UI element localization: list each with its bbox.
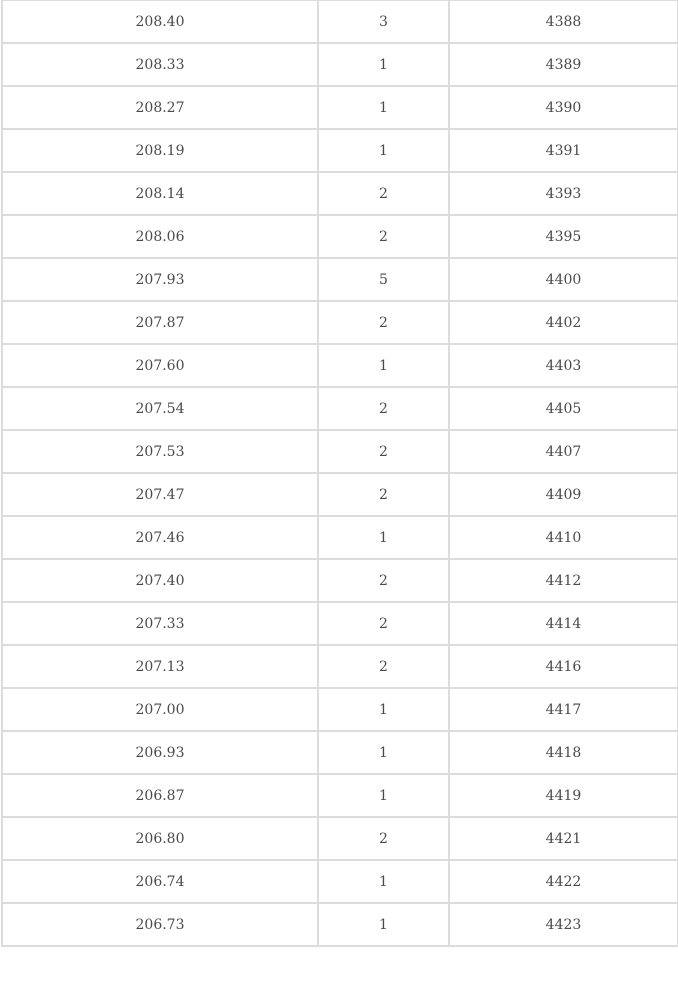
rank-cell: 4391 (449, 129, 678, 172)
table-row (2, 602, 678, 645)
rank-cell: 4393 (449, 172, 678, 215)
table-row (2, 0, 678, 43)
score-cell: 206.73 (2, 903, 318, 946)
rank-cell: 4418 (449, 731, 678, 774)
score-cell: 207.46 (2, 516, 318, 559)
rank-cell: 4409 (449, 473, 678, 516)
table-row (2, 817, 678, 860)
score-cell: 206.93 (2, 731, 318, 774)
count-cell: 2 (318, 602, 449, 645)
score-cell: 207.13 (2, 645, 318, 688)
rank-cell: 4402 (449, 301, 678, 344)
count-cell: 1 (318, 860, 449, 903)
score-cell: 206.87 (2, 774, 318, 817)
rank-cell: 4390 (449, 86, 678, 129)
count-cell: 1 (318, 688, 449, 731)
table-row (2, 731, 678, 774)
rank-cell: 4422 (449, 860, 678, 903)
count-cell: 1 (318, 129, 449, 172)
table-row (2, 903, 678, 946)
score-cell: 207.40 (2, 559, 318, 602)
rank-cell: 4423 (449, 903, 678, 946)
score-cell: 207.54 (2, 387, 318, 430)
table-row (2, 430, 678, 473)
score-cell: 208.27 (2, 86, 318, 129)
rank-cell: 4412 (449, 559, 678, 602)
table-row (2, 559, 678, 602)
table-row (2, 688, 678, 731)
rank-cell: 4410 (449, 516, 678, 559)
table-row (2, 43, 678, 86)
score-cell: 207.93 (2, 258, 318, 301)
table-row (2, 172, 678, 215)
score-cell: 207.47 (2, 473, 318, 516)
table-row (2, 344, 678, 387)
count-cell: 1 (318, 903, 449, 946)
rank-cell: 4417 (449, 688, 678, 731)
count-cell: 2 (318, 430, 449, 473)
rank-cell: 4388 (449, 0, 678, 43)
count-cell: 2 (318, 301, 449, 344)
score-cell: 208.33 (2, 43, 318, 86)
score-cell: 207.60 (2, 344, 318, 387)
count-cell: 1 (318, 86, 449, 129)
table-row (2, 129, 678, 172)
table-row (2, 258, 678, 301)
count-cell: 1 (318, 344, 449, 387)
count-cell: 2 (318, 645, 449, 688)
count-cell: 2 (318, 559, 449, 602)
table-row (2, 473, 678, 516)
table-row (2, 86, 678, 129)
rank-cell: 4414 (449, 602, 678, 645)
rank-cell: 4400 (449, 258, 678, 301)
score-cell: 207.33 (2, 602, 318, 645)
count-cell: 2 (318, 473, 449, 516)
count-cell: 2 (318, 817, 449, 860)
score-cell: 207.00 (2, 688, 318, 731)
score-cell: 207.53 (2, 430, 318, 473)
table-row (2, 645, 678, 688)
rank-cell: 4403 (449, 344, 678, 387)
rank-cell: 4389 (449, 43, 678, 86)
table-row (2, 387, 678, 430)
score-cell: 208.40 (2, 0, 318, 43)
count-cell: 1 (318, 731, 449, 774)
rank-cell: 4395 (449, 215, 678, 258)
score-cell: 208.19 (2, 129, 318, 172)
count-cell: 2 (318, 172, 449, 215)
score-cell: 206.74 (2, 860, 318, 903)
rank-cell: 4407 (449, 430, 678, 473)
count-cell: 1 (318, 774, 449, 817)
score-cell: 207.87 (2, 301, 318, 344)
rank-cell: 4405 (449, 387, 678, 430)
count-cell: 1 (318, 516, 449, 559)
rank-cell: 4421 (449, 817, 678, 860)
table-row (2, 516, 678, 559)
score-cell: 208.14 (2, 172, 318, 215)
rank-cell: 4416 (449, 645, 678, 688)
score-cell: 206.80 (2, 817, 318, 860)
score-table-body (2, 0, 678, 946)
count-cell: 2 (318, 215, 449, 258)
score-cell: 208.06 (2, 215, 318, 258)
table-row (2, 860, 678, 903)
table-row (2, 301, 678, 344)
score-table (1, 0, 678, 947)
rank-cell: 4419 (449, 774, 678, 817)
count-cell: 5 (318, 258, 449, 301)
table-row (2, 215, 678, 258)
count-cell: 3 (318, 0, 449, 43)
count-cell: 2 (318, 387, 449, 430)
table-row (2, 774, 678, 817)
count-cell: 1 (318, 43, 449, 86)
